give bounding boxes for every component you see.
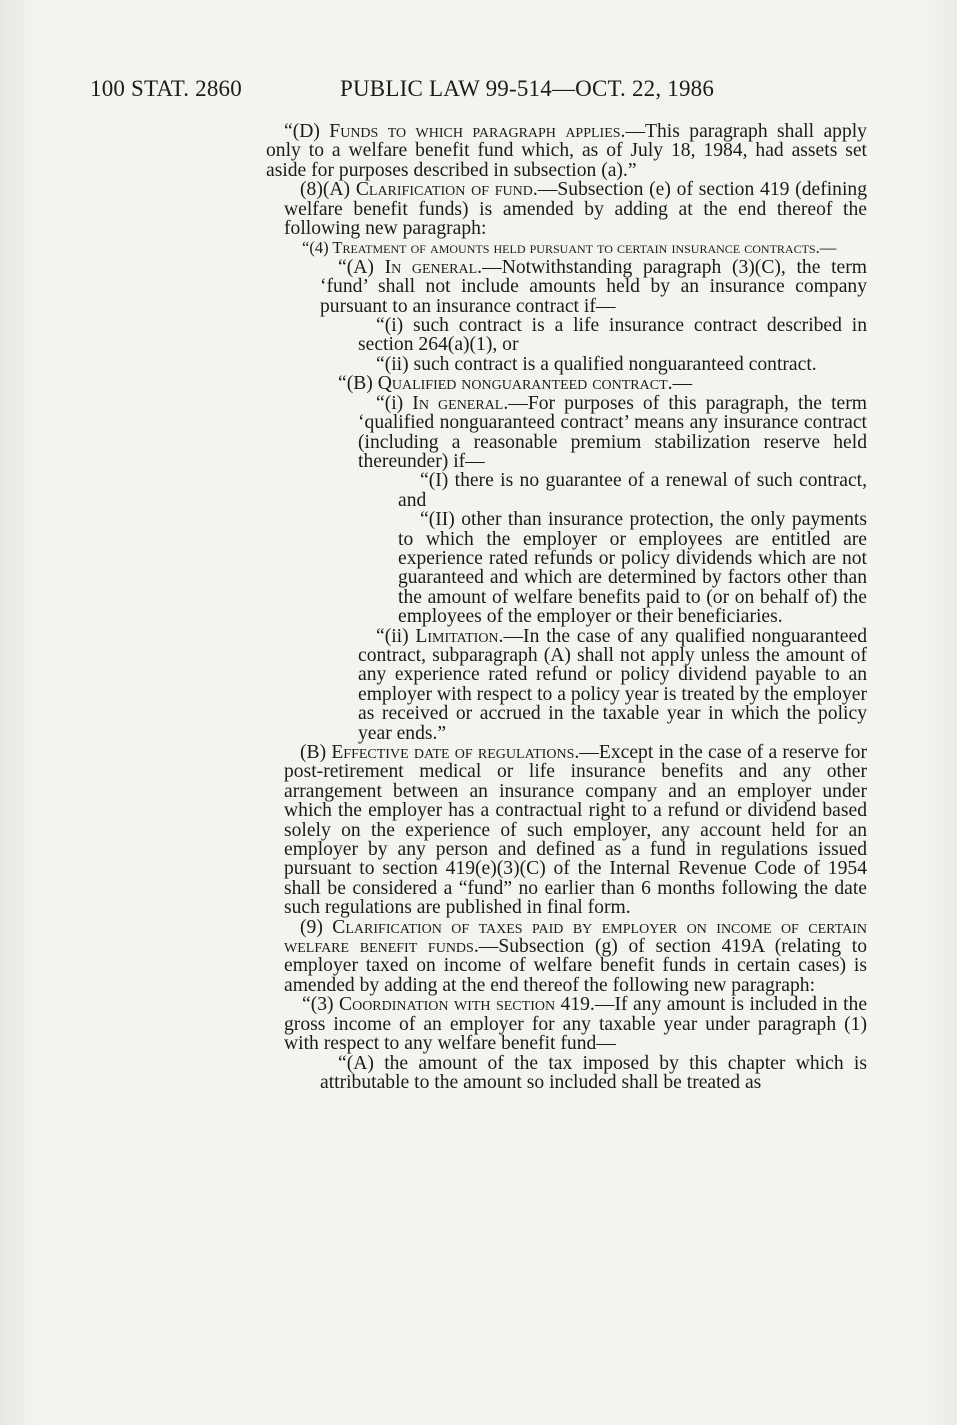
paragraph-3-a-text: “(A) the amount of the tax imposed by this chapter which is attributable to the amount so included shall be treated as xyxy=(320,1052,867,1093)
paragraph-8a xyxy=(284,180,867,238)
paragraph-3-a xyxy=(320,1054,867,1093)
page-header xyxy=(90,76,880,106)
paragraph-a-number: “(A) xyxy=(338,256,385,278)
heading-qualified-nonguaranteed: “(B) Qualified nonguaranteed contract.— xyxy=(338,373,693,395)
heading-funds-to-which: “(D) Funds to which paragraph applies. xyxy=(284,121,626,142)
heading-limitation: Limitation. xyxy=(415,625,504,647)
paragraph-3-text: —If any amount is included in the gross income of an employer for any taxable year under paragraph (1) with respect to any welfare benefit fund— xyxy=(284,994,868,1055)
paragraph-b-ii-number: “(ii) xyxy=(376,625,416,647)
paragraph-9 xyxy=(284,918,867,996)
heading-in-general: In general. xyxy=(384,256,483,278)
paragraph-b-i-II-text: “(II) other than insurance protection, the only payments to which the employer or employees are entitled are experience rated refunds or policy dividends which are not guaranteed and which are determined by factors other than the amount of welfare benefits paid to (or on behalf of) the employees of the employer or their beneficiaries. xyxy=(398,509,867,628)
paragraph-9-text: —Subsection (g) of section 419A (relating to employer taxed on income of welfare benefit funds in certain cases) is amended by adding at the end thereof the following new paragraph: xyxy=(284,936,867,996)
heading-coordination: Coordination with section 419. xyxy=(339,994,595,1016)
paragraph-b-ii-text: —In the case of any qualified nonguaranteed contract, subparagraph (A) shall not apply unless the amount of any experience rated refund or policy dividend payable to an employer with respect to a policy year is treated by the employer as received or accrued in the taxable year in which the policy year ends.” xyxy=(358,625,867,744)
paragraph-8a-text: —Subsection (e) of section 419 (defining welfare benefit funds) is amended by adding at the end thereof the following new paragraph: xyxy=(284,179,867,240)
paragraph-b-i-number: “(i) xyxy=(376,392,413,414)
paragraph-4-heading xyxy=(284,238,867,257)
paragraph-b-i-I xyxy=(398,471,867,510)
paragraph-b-i-text: —For purposes of this paragraph, the term ‘qualified nonguaranteed contract’ means any insurance contract (including a reasonable premium stabilization reserve held thereunder) if— xyxy=(358,392,867,472)
paragraph-8b xyxy=(284,743,867,918)
paragraph-3-number: “(3) xyxy=(302,994,340,1016)
paragraph-a-i-text: “(i) such contract is a life insurance contract described in section 264(a)(1), or xyxy=(358,315,867,356)
paragraph-9-number: (9) xyxy=(300,916,333,938)
paragraph-a xyxy=(320,258,867,316)
paragraph-8b-number: (B) xyxy=(300,742,332,763)
paragraph-b-i-I-text: “(I) there is no guarantee of a renewal of such contract, and xyxy=(398,470,867,511)
paragraph-a-text: —Notwithstanding paragraph (3)(C), the term ‘fund’ shall not include amounts held by an insurance company pursuant to an insurance contract if— xyxy=(320,256,867,317)
running-title: PUBLIC LAW 99-514—OCT. 22, 1986 xyxy=(340,76,715,101)
heading-effective-date: Effective date of regulations. xyxy=(331,742,580,763)
heading-in-general-b: In general. xyxy=(412,392,509,414)
paragraph-b-i xyxy=(358,394,867,472)
heading-clarification-of-fund: Clarification of fund. xyxy=(355,179,538,201)
paragraph-d-text: —This paragraph shall apply only to a welfare benefit fund which, as of July 18, 1984, had assets set aside for purposes described in subsection (a).” xyxy=(266,121,867,181)
heading-clarification-of-taxes: Clarification of taxes paid by employer on income of certain welfare benefit funds. xyxy=(284,916,867,958)
paragraph-8a-number: (8)(A) xyxy=(300,179,356,201)
paragraph-a-i xyxy=(358,316,867,355)
paragraph-8b-text: —Except in the case of a reserve for post-retirement medical or life insurance benefits and any other arrangement between an insurance company and an employer under which the employer has a contractual right to a refund or dividend based solely on the experience of such employer, any account held for an employer by any person and defined as a fund in regulations issued pursuant to section 419(e)(3)(C) of the Internal Revenue Code of 1954 shall be considered a “fund” no earlier than 6 months following the date such regulations are published in final form. xyxy=(284,742,867,919)
paragraph-b-ii xyxy=(358,627,867,743)
paragraph-3 xyxy=(284,995,867,1053)
paragraph-a-ii-text: “(ii) such contract is a qualified nonguaranteed contract. xyxy=(376,353,817,375)
paragraph-d xyxy=(266,122,867,180)
document-body xyxy=(0,122,957,1092)
paragraph-a-ii xyxy=(358,355,867,374)
paragraph-b-heading xyxy=(320,374,867,393)
statute-citation: 100 STAT. 2860 xyxy=(90,76,242,101)
heading-treatment-of-amounts: “(4) Treatment of amounts held pursuant to certain insurance contracts.— xyxy=(302,238,837,258)
paragraph-b-i-II xyxy=(398,510,867,626)
